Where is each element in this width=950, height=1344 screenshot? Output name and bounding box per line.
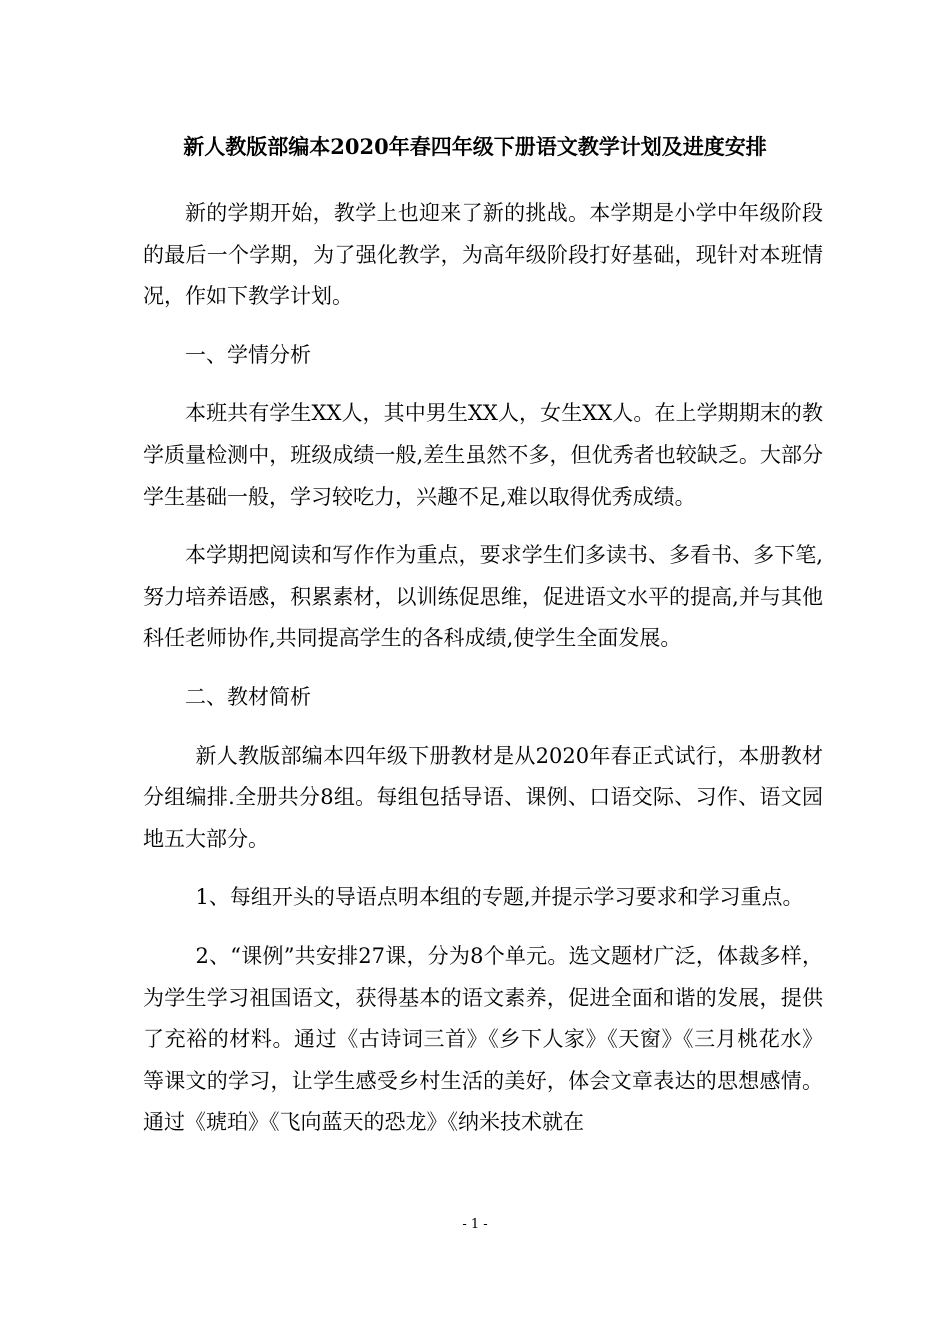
intro-paragraph: 新的学期开始，教学上也迎来了新的挑战。本学期是小学中年级阶段的最后一个学期，为了强化教学，为高年级阶段打好基础，现针对本班情况，作如下教学计划。	[143, 201, 823, 309]
section-heading-2: 二、教材简析	[185, 684, 311, 709]
paragraph-item-2: 2、“课例”共安排27课，分为8个单元。选文题材广泛，体裁多样，为学生学习祖国语文，获得基本的语文素养，促进全面和谐的发展，提供了充裕的材料。通过《古诗词三首》《乡下人家》《天窗》《三月桃花水》等课文的学习，让学生感受乡村生活的美好，体会文章表达的思想感情。通过《琥珀》《飞向蓝天的恐龙》《纳米技术就在	[143, 943, 823, 1135]
section-heading-1: 一、学情分析	[185, 342, 311, 367]
paragraph-item-1: 1、每组开头的导语点明本组的专题,并提示学习要求和学习重点。	[195, 885, 804, 910]
paragraph-focus: 本学期把阅读和写作作为重点，要求学生们多读书、多看书、多下笔,努力培养语感，积累素材，以训练促思维，促进语文水平的提高,并与其他科任老师协作,共同提高学生的各科成绩,使学生全面发展。	[143, 543, 823, 651]
paragraph-textbook-overview: 新人教版部编本四年级下册教材是从2020年春正式试行，本册教材分组编排.全册共分8组。每组包括导语、课例、口语交际、习作、语文园地五大部分。	[143, 743, 823, 851]
document-title: 新人教版部编本2020年春四年级下册语文教学计划及进度安排	[183, 134, 767, 159]
page-number: - 1 -	[462, 1217, 488, 1232]
document-body	[143, 193, 823, 1144]
paragraph-student-analysis: 本班共有学生XX人，其中男生XX人，女生XX人。在上学期期末的教学质量检测中，班级成绩一般,差生虽然不多，但优秀者也较缺乏。大部分学生基础一般，学习较吃力，兴趣不足,难以取得优秀成绩。	[143, 401, 823, 509]
